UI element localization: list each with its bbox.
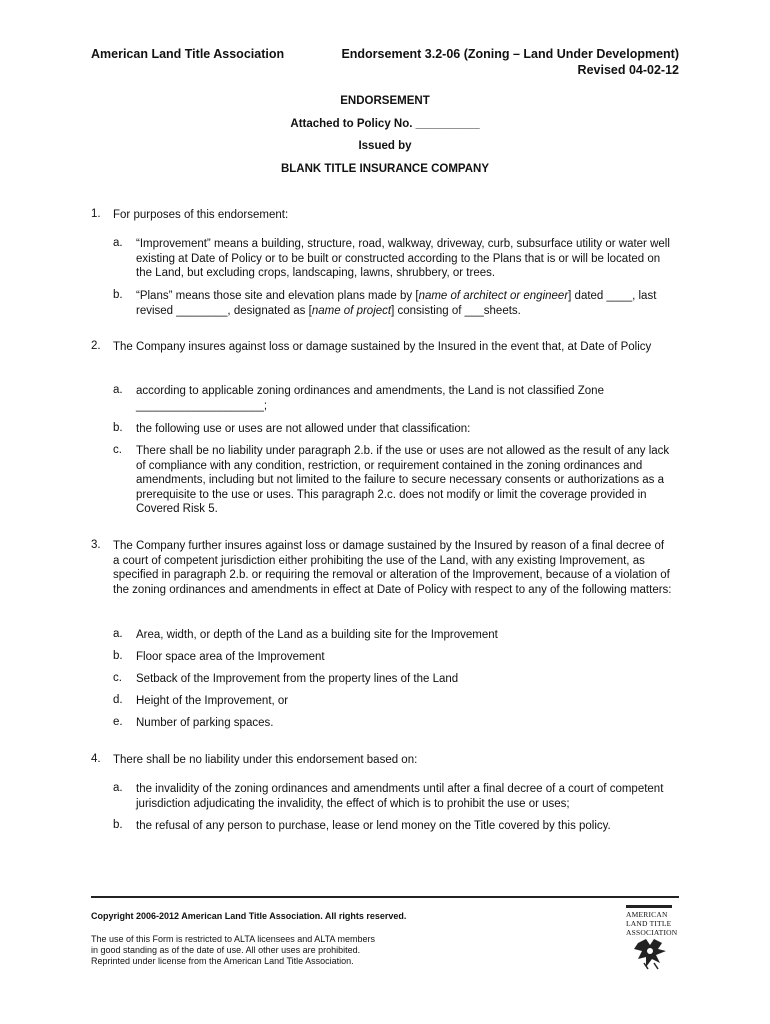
section-3-number: 3. — [91, 539, 101, 551]
logo-line-3: ASSOCIATION — [626, 928, 678, 937]
footer-restriction-line-1: The use of this Form is restricted to ALTA licensees and ALTA members — [91, 934, 375, 944]
section-4b-label: b. — [113, 819, 123, 831]
section-3e-text: Number of parking spaces. — [136, 717, 274, 729]
document-title: ENDORSEMENT — [340, 95, 430, 107]
footer-restriction-line-2: in good standing as of the date of use. All other uses are prohibited. — [91, 945, 361, 955]
section-2c-text: There shall be no liability under paragraph 2.b. if the use or uses are not allowed as the result of any lack of compliance with any condition, restriction, or requirement contained in the zoning ordinances and amendments, including but not limited to the failure to secure necessary consents or authorizations as a prerequisite to the use or uses. This paragraph 2.c. does not modify or limit the coverage provided in Covered Risk 5. — [136, 445, 670, 516]
section-4a-label: a. — [113, 782, 123, 794]
section-1-text: For purposes of this endorsement: — [113, 209, 289, 221]
footer-copyright: Copyright 2006-2012 American Land Title Association. All rights reserved. — [91, 911, 407, 921]
section-4b-text: the refusal of any person to purchase, lease or lend money on the Title covered by this policy. — [136, 820, 611, 832]
attached-to-policy: Attached to Policy No. __________ — [290, 118, 480, 130]
header-revised-date: Revised 04-02-12 — [577, 63, 679, 77]
section-2b-text: the following use or uses are not allowed under that classification: — [136, 423, 471, 435]
footer-divider — [91, 896, 679, 898]
section-1b-label: b. — [113, 289, 123, 301]
section-3b-label: b. — [113, 650, 123, 662]
issued-by: Issued by — [358, 140, 412, 152]
section-1b-text — [136, 289, 676, 318]
section-3c-label: c. — [113, 672, 122, 684]
company-name: BLANK TITLE INSURANCE COMPANY — [280, 163, 490, 175]
section-3-text: The Company further insures against loss or damage sustained by the Insured by reason of a final decree of a court of competent jurisdiction either prohibiting the use of the Land, with any existing Improvement, as specified in paragraph 2.b. or requiring the removal or alteration of the Improvement, because of a violation of the zoning ordinances and amendments in effect at Date of Policy with respect to any of the following matters: — [113, 540, 672, 596]
eagle-emblem-icon — [632, 937, 672, 971]
section-4-text: There shall be no liability under this endorsement based on: — [113, 754, 418, 766]
section-3b-text: Floor space area of the Improvement — [136, 651, 325, 663]
section-3d-text: Height of the Improvement, or — [136, 695, 289, 707]
section-3a-label: a. — [113, 628, 123, 640]
logo-top-bar — [626, 905, 672, 908]
section-1b-part2: ] dated ____, last revised ________, designated as [ — [136, 290, 657, 317]
section-1a-text: “Improvement” means a building, structure, road, walkway, driveway, curb, subsurface utility or water well existing at Date of Policy or to be built or constructed according to the Plans that is or will be located on the Land, but excluding crops, landscaping, lawns, shrubbery, or trees. — [136, 238, 670, 280]
section-1-number: 1. — [91, 208, 101, 220]
project-placeholder: name of project — [311, 304, 392, 317]
section-2-number: 2. — [91, 340, 101, 352]
architect-placeholder: name of architect or engineer — [418, 290, 569, 302]
section-4-number: 4. — [91, 753, 101, 765]
header-organization: American Land Title Association — [91, 47, 285, 61]
section-2c-label: c. — [113, 444, 122, 456]
header-form-title: Endorsement 3.2-06 (Zoning – Land Under Development) — [341, 47, 679, 61]
section-3a-text: Area, width, or depth of the Land as a building site for the Improvement — [136, 629, 498, 641]
section-3c-text: Setback of the Improvement from the property lines of the Land — [136, 673, 459, 685]
section-2-text: The Company insures against loss or damage sustained by the Insured in the event that, at Date of Policy — [113, 341, 652, 353]
section-4a-text: the invalidity of the zoning ordinances and amendments until after a final decree of a court of competent jurisdiction adjudicating the invalidity, the effect of which is to prohibit the use or uses; — [136, 783, 664, 810]
section-1b-part3: ] consisting of ___sheets. — [391, 304, 521, 317]
section-3e-label: e. — [113, 716, 123, 728]
logo-line-2: LAND TITLE — [626, 919, 672, 928]
logo-wordmark — [626, 910, 678, 937]
section-1a-label: a. — [113, 237, 123, 249]
section-2b-label: b. — [113, 422, 123, 434]
section-1b-part1: “Plans” means those site and elevation plans made by [ — [136, 290, 419, 302]
section-2a-text: according to applicable zoning ordinances and amendments, the Land is not classified Zone ____________________; — [136, 385, 604, 412]
section-3d-label: d. — [113, 694, 123, 706]
footer-restriction-line-3: Reprinted under license from the American Land Title Association. — [91, 956, 354, 966]
alta-logo — [626, 905, 678, 977]
section-2a-label: a. — [113, 384, 123, 396]
logo-line-1: AMERICAN — [626, 910, 668, 919]
